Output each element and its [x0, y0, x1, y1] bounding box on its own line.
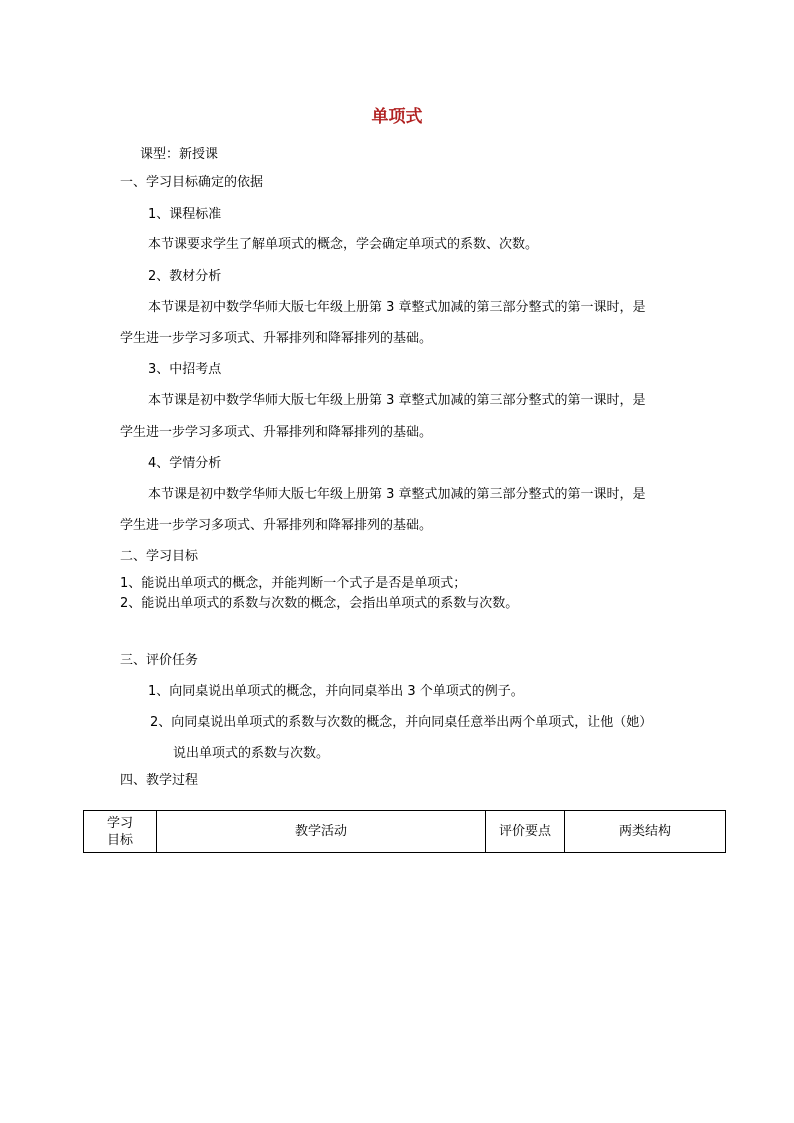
- section-1-2-title: 2、教材分析: [148, 269, 222, 284]
- header-evaluation-points: 评价要点: [486, 811, 565, 853]
- task-1: 1、向同桌说出单项式的概念，并向同桌举出 3 个单项式的例子。: [148, 684, 524, 699]
- section-4-heading: 四、教学过程: [120, 773, 199, 788]
- section-1-1-text: 本节课要求学生了解单项式的概念，学会确定单项式的系数、次数。: [148, 237, 539, 252]
- table-header-row: [84, 811, 726, 853]
- task-2-line1: 2、向同桌说出单项式的系数与次数的概念，并向同桌任意举出两个单项式，让他（她）: [150, 715, 653, 730]
- header-learning-goal-line2: 目标: [106, 832, 133, 848]
- header-learning-goal-line1: 学习: [106, 815, 133, 831]
- task-2-line2: 说出单项式的系数与次数。: [173, 746, 330, 761]
- section-2-heading: 二、学习目标: [120, 549, 199, 564]
- goal-2: 2、能说出单项式的系数与次数的概念，会指出单项式的系数与次数。: [120, 596, 519, 611]
- section-1-2-line2: 学生进一步学习多项式、升幂排列和降幂排列的基础。: [120, 331, 433, 346]
- header-teaching-activity: 教学活动: [157, 811, 486, 853]
- section-3-heading: 三、评价任务: [120, 653, 199, 668]
- section-1-3-line1: 本节课是初中数学华师大版七年级上册第 3 章整式加减的第三部分整式的第一课时，是: [148, 393, 646, 408]
- section-1-1-title: 1、课程标准: [148, 207, 222, 222]
- lesson-type: 课型：新授课: [140, 147, 219, 162]
- section-1-2-line1: 本节课是初中数学华师大版七年级上册第 3 章整式加减的第三部分整式的第一课时，是: [148, 300, 646, 315]
- header-two-structures: 两类结构: [565, 811, 726, 853]
- header-learning-goal: [84, 811, 157, 853]
- section-1-4-line2: 学生进一步学习多项式、升幂排列和降幂排列的基础。: [120, 518, 433, 533]
- goal-1: 1、能说出单项式的概念，并能判断一个式子是否是单项式；: [120, 576, 467, 591]
- teaching-process-table: [83, 810, 726, 853]
- section-1-4-title: 4、学情分析: [148, 456, 222, 471]
- section-1-4-line1: 本节课是初中数学华师大版七年级上册第 3 章整式加减的第三部分整式的第一课时，是: [148, 487, 646, 502]
- section-1-heading: 一、学习目标确定的依据: [120, 175, 264, 190]
- section-1-3-title: 3、中招考点: [148, 362, 222, 377]
- page-title: 单项式: [371, 107, 423, 127]
- section-1-3-line2: 学生进一步学习多项式、升幂排列和降幂排列的基础。: [120, 425, 433, 440]
